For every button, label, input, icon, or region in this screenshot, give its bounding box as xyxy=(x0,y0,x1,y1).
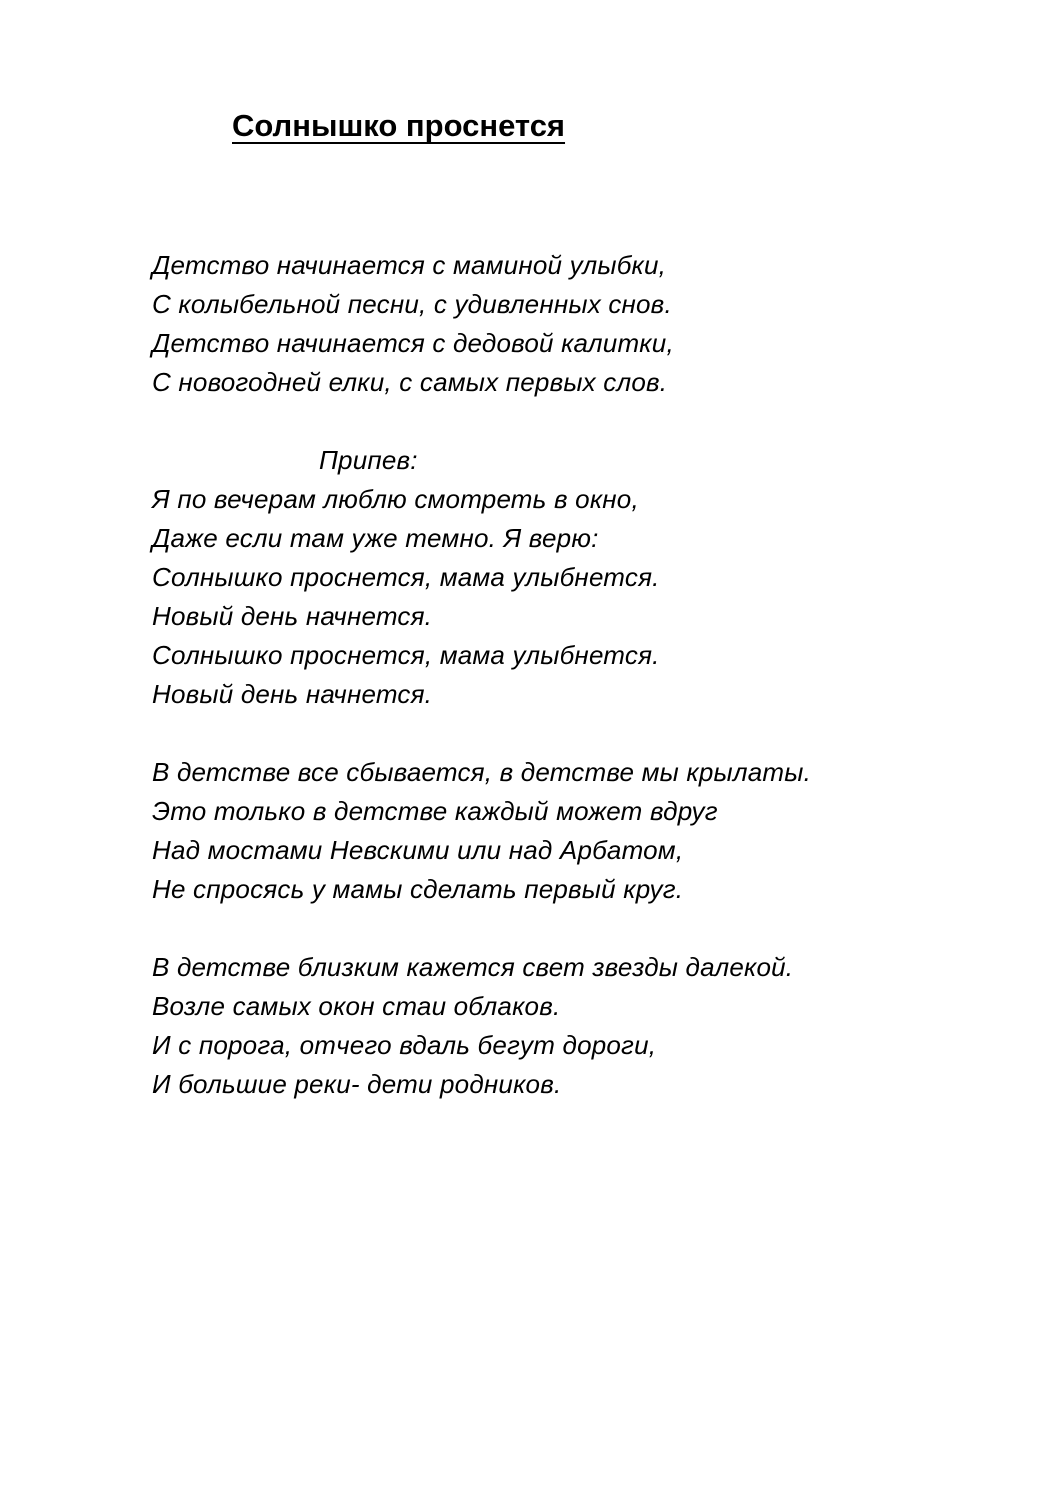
verse-2 xyxy=(152,753,1012,909)
lyric-line: В детстве близким кажется свет звезды далекой. xyxy=(152,952,794,982)
lyric-line: Солнышко проснется, мама улыбнется. xyxy=(152,562,660,592)
lyric-line: Это только в детстве каждый может вдруг xyxy=(152,796,718,826)
lyric-line: И с порога, отчего вдаль бегут дороги, xyxy=(152,1030,657,1060)
lyric-line: Я по вечерам люблю смотреть в окно, xyxy=(152,484,639,514)
stanza-gap xyxy=(152,402,1012,441)
chorus xyxy=(152,441,1012,714)
lyric-line: Даже если там уже темно. Я верю: xyxy=(152,523,599,553)
lyric-line: В детстве все сбывается, в детстве мы крылаты. xyxy=(152,757,812,787)
stanza-gap xyxy=(152,714,1012,753)
song-title: Солнышко проснется xyxy=(232,108,566,143)
lyric-line: С новогодней елки, с самых первых слов. xyxy=(152,367,668,397)
lyric-line: Возле самых окон стаи облаков. xyxy=(152,991,561,1021)
chorus-label: Припев: xyxy=(319,445,418,475)
lyric-line: Над мостами Невскими или над Арбатом, xyxy=(152,835,684,865)
lyric-line: Не спросясь у мамы сделать первый круг. xyxy=(152,874,684,904)
lyric-line: И большие реки- дети родников. xyxy=(152,1069,562,1099)
stanza-gap xyxy=(152,909,1012,948)
verse-1 xyxy=(152,246,1012,402)
lyrics-body xyxy=(152,246,1012,1104)
lyric-line: Детство начинается с дедовой калитки, xyxy=(152,328,674,358)
lyric-line: С колыбельной песни, с удивленных снов. xyxy=(152,289,672,319)
verse-3 xyxy=(152,948,1012,1104)
lyric-line: Новый день начнется. xyxy=(152,601,433,631)
lyric-line: Солнышко проснется, мама улыбнется. xyxy=(152,640,660,670)
lyric-line: Новый день начнется. xyxy=(152,679,433,709)
lyric-line: Детство начинается с маминой улыбки, xyxy=(152,250,667,280)
